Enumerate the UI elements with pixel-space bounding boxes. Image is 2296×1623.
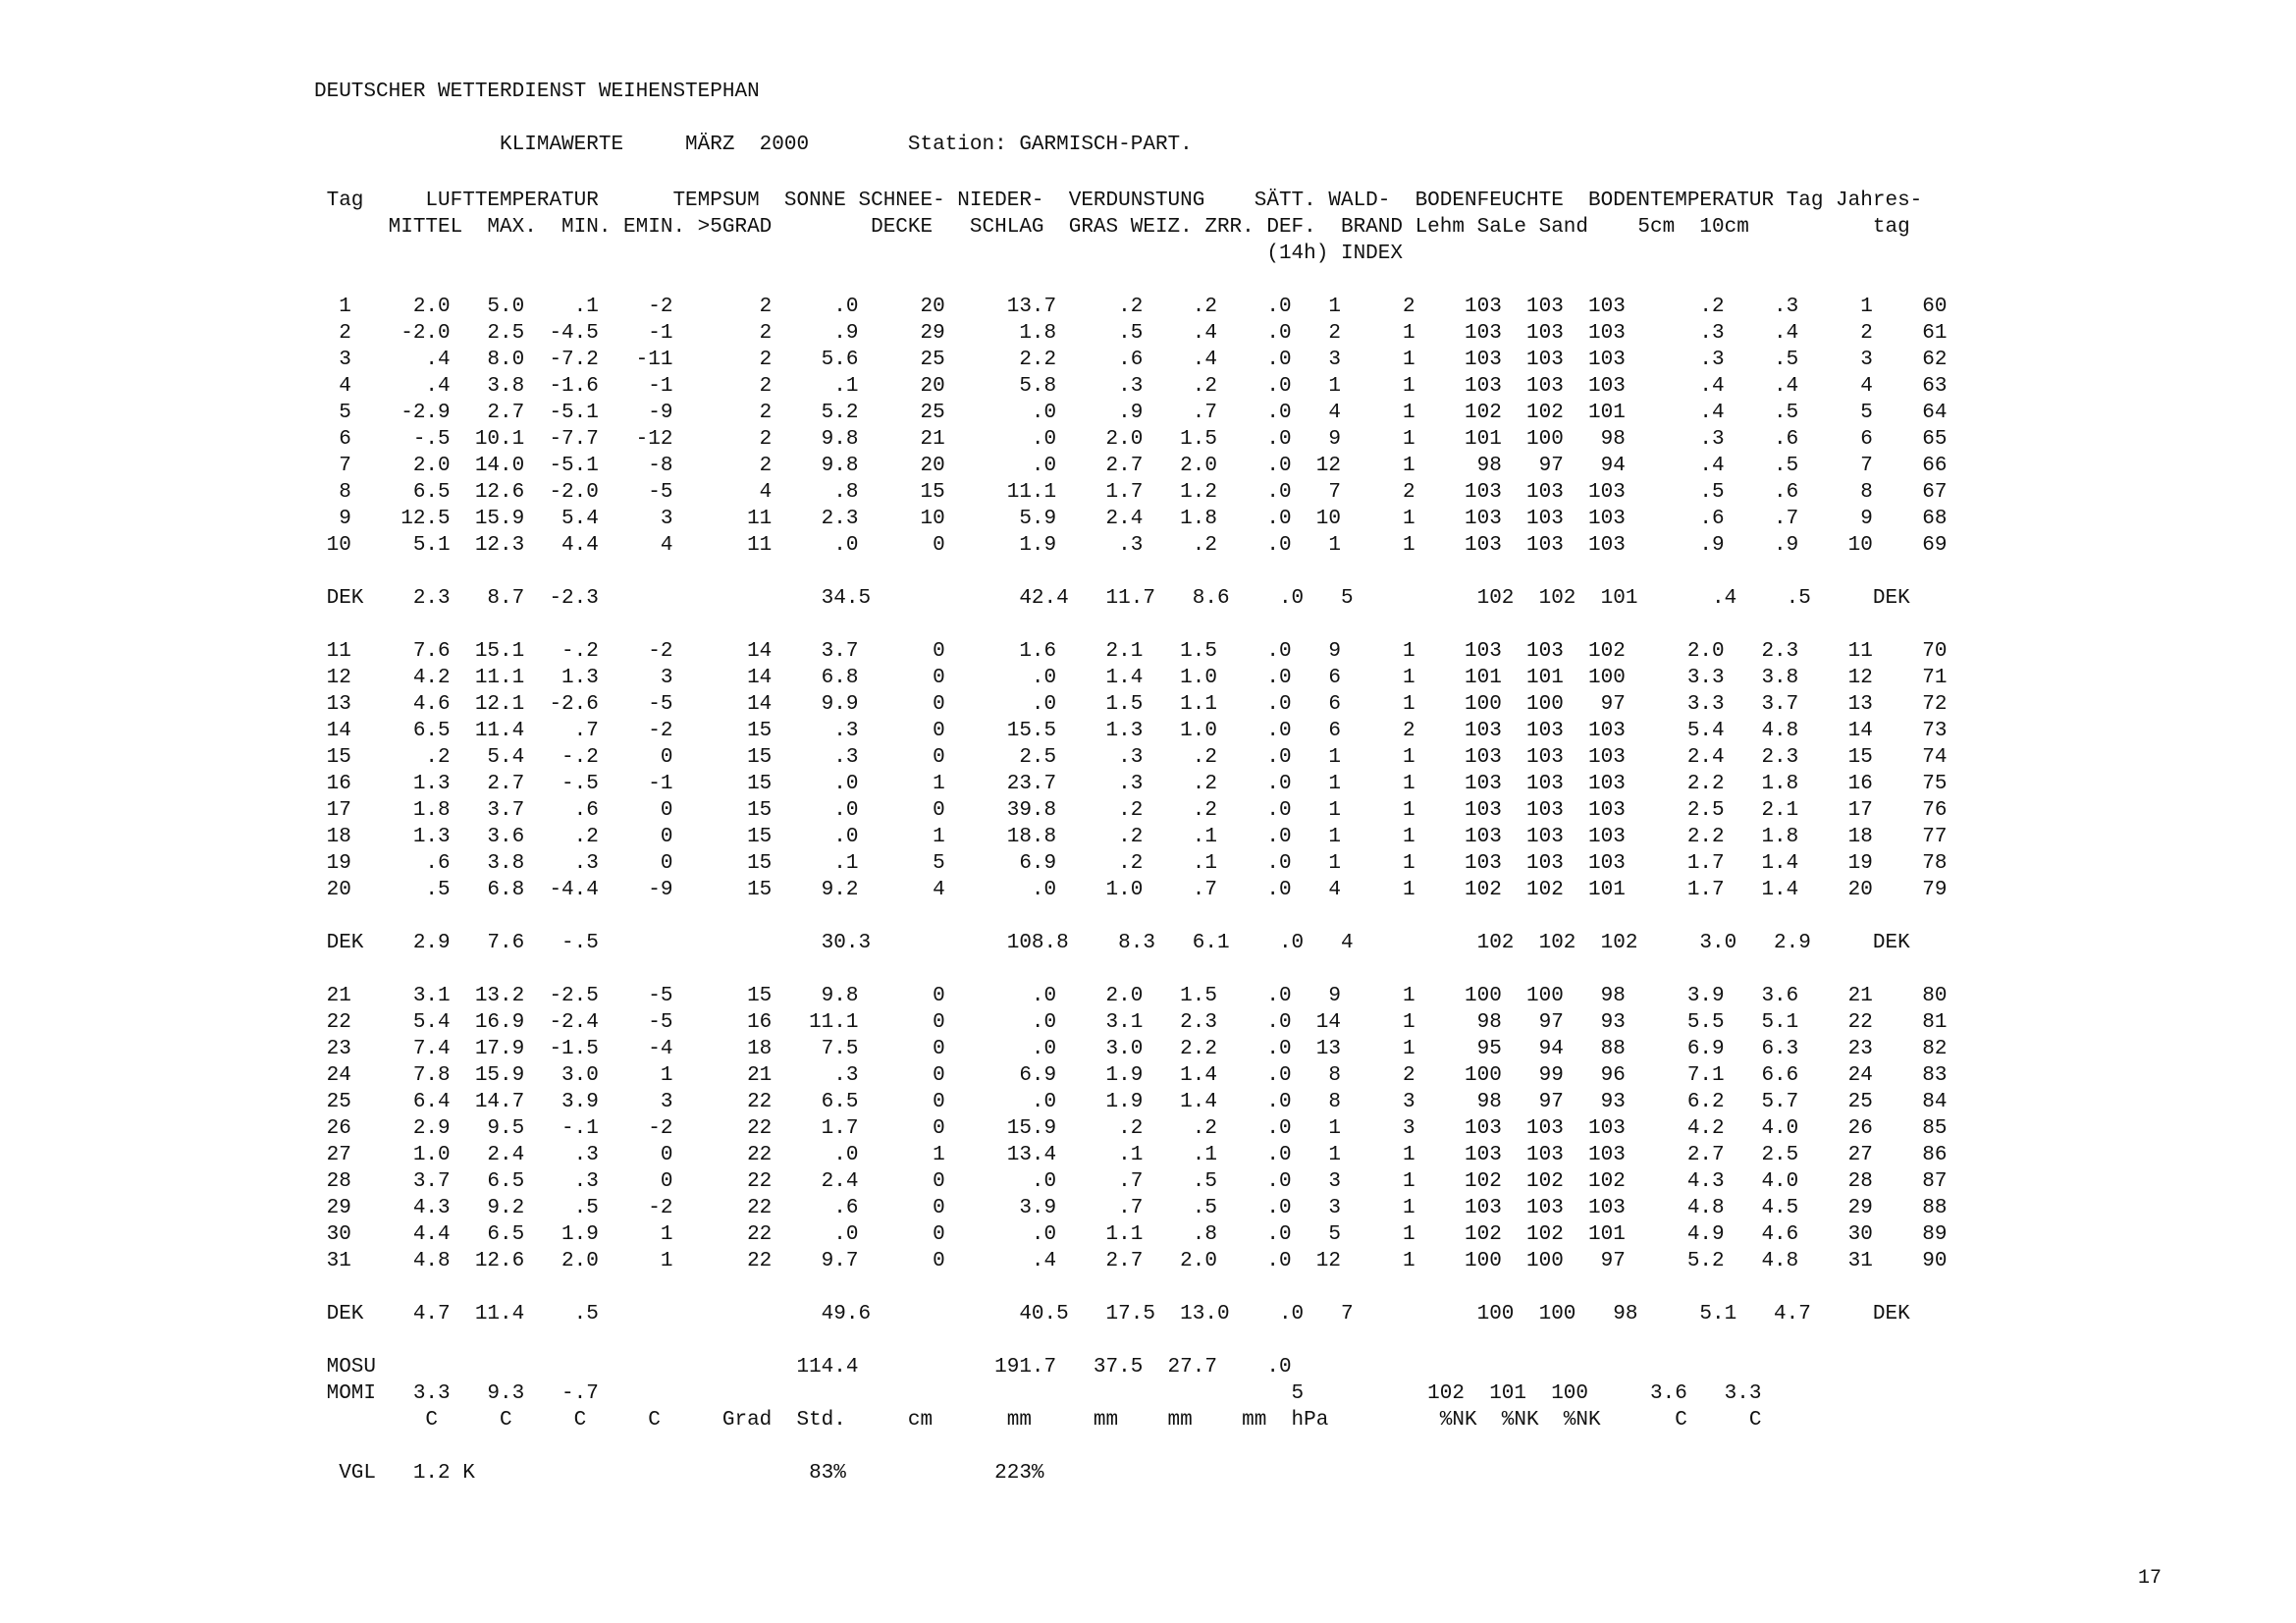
table-row: 26 2.9 9.5 -.1 -2 22 1.7 0 15.9 .2 .2 .0 1 3 103 103 103 4.2 4.0 26 85 <box>314 1117 1948 1140</box>
table-row: 3 .4 8.0 -7.2 -11 2 5.6 25 2.2 .6 .4 .0 3 1 103 103 103 .3 .5 3 62 <box>314 349 1948 371</box>
table-row: 2 -2.0 2.5 -4.5 -1 2 .9 29 1.8 .5 .4 .0 2 1 103 103 103 .3 .4 2 61 <box>314 322 1948 345</box>
table-row: 29 4.3 9.2 .5 -2 22 .6 0 3.9 .7 .5 .0 3 1 103 103 103 4.8 4.5 29 88 <box>314 1197 1948 1219</box>
table-row: 27 1.0 2.4 .3 0 22 .0 1 13.4 .1 .1 .0 1 1 103 103 103 2.7 2.5 27 86 <box>314 1144 1948 1166</box>
table-row: 4 .4 3.8 -1.6 -1 2 .1 20 5.8 .3 .2 .0 1 1 103 103 103 .4 .4 4 63 <box>314 375 1948 398</box>
page-number: 17 <box>2138 1567 2163 1590</box>
table-row: 17 1.8 3.7 .6 0 15 .0 0 39.8 .2 .2 .0 1 1 103 103 103 2.5 2.1 17 76 <box>314 799 1948 822</box>
table-row: DEK 4.7 11.4 .5 49.6 40.5 17.5 13.0 .0 7 100 100 98 5.1 4.7 DEK <box>314 1303 1910 1325</box>
column-header-line-3: (14h) INDEX <box>314 243 1403 265</box>
table-row: 28 3.7 6.5 .3 0 22 2.4 0 .0 .7 .5 .0 3 1 102 102 102 4.3 4.0 28 87 <box>314 1170 1948 1193</box>
table-row: 20 .5 6.8 -4.4 -9 15 9.2 4 .0 1.0 .7 .0 4 1 102 102 101 1.7 1.4 20 79 <box>314 879 1948 901</box>
table-row: 10 5.1 12.3 4.4 4 11 .0 0 1.9 .3 .2 .0 1 1 103 103 103 .9 .9 10 69 <box>314 534 1948 557</box>
table-row: 16 1.3 2.7 -.5 -1 15 .0 1 23.7 .3 .2 .0 1 1 103 103 103 2.2 1.8 16 75 <box>314 773 1948 795</box>
table-row: 22 5.4 16.9 -2.4 -5 16 11.1 0 .0 3.1 2.3 .0 14 1 98 97 93 5.5 5.1 22 81 <box>314 1011 1948 1034</box>
table-row: 31 4.8 12.6 2.0 1 22 9.7 0 .4 2.7 2.0 .0 12 1 100 100 97 5.2 4.8 31 90 <box>314 1250 1948 1272</box>
table-row: 7 2.0 14.0 -5.1 -8 2 9.8 20 .0 2.7 2.0 .0 12 1 98 97 94 .4 .5 7 66 <box>314 455 1948 477</box>
table-row: 23 7.4 17.9 -1.5 -4 18 7.5 0 .0 3.0 2.2 .0 13 1 95 94 88 6.9 6.3 23 82 <box>314 1038 1948 1060</box>
table-row: C C C C Grad Std. cm mm mm mm mm hPa %NK %NK %NK C C <box>314 1409 1762 1432</box>
column-header-line-2: MITTEL MAX. MIN. EMIN. >5GRAD DECKE SCHLAG GRAS WEIZ. ZRR. DEF. BRAND Lehm SaLe Sand 5cm 10cm tag <box>314 216 1910 239</box>
table-row: 18 1.3 3.6 .2 0 15 .0 1 18.8 .2 .1 .0 1 1 103 103 103 2.2 1.8 18 77 <box>314 826 1948 848</box>
table-row: 19 .6 3.8 .3 0 15 .1 5 6.9 .2 .1 .0 1 1 103 103 103 1.7 1.4 19 78 <box>314 852 1948 875</box>
column-header-line-1: Tag LUFTTEMPERATUR TEMPSUM SONNE SCHNEE- NIEDER- VERDUNSTUNG SÄTT. WALD- BODENFEUCHTE BODENTEMPERATUR Tag Jahres- <box>314 189 1923 212</box>
table-row: 8 6.5 12.6 -2.0 -5 4 .8 15 11.1 1.7 1.2 .0 7 2 103 103 103 .5 .6 8 67 <box>314 481 1948 504</box>
table-row: DEK 2.3 8.7 -2.3 34.5 42.4 11.7 8.6 .0 5 102 102 101 .4 .5 DEK <box>314 587 1910 610</box>
table-row: 21 3.1 13.2 -2.5 -5 15 9.8 0 .0 2.0 1.5 .0 9 1 100 100 98 3.9 3.6 21 80 <box>314 985 1948 1007</box>
report-organization: DEUTSCHER WETTERDIENST WEIHENSTEPHAN <box>314 81 760 103</box>
table-row: 11 7.6 15.1 -.2 -2 14 3.7 0 1.6 2.1 1.5 .0 9 1 103 103 102 2.0 2.3 11 70 <box>314 640 1948 663</box>
table-row: 30 4.4 6.5 1.9 1 22 .0 0 .0 1.1 .8 .0 5 1 102 102 101 4.9 4.6 30 89 <box>314 1223 1948 1246</box>
table-row: 6 -.5 10.1 -7.7 -12 2 9.8 21 .0 2.0 1.5 .0 9 1 101 100 98 .3 .6 6 65 <box>314 428 1948 451</box>
table-row: MOMI 3.3 9.3 -.7 5 102 101 100 3.6 3.3 <box>314 1382 1762 1405</box>
table-row: MOSU 114.4 191.7 37.5 27.7 .0 <box>314 1356 1292 1379</box>
table-row: VGL 1.2 K 83% 223% <box>314 1462 1044 1485</box>
table-row: 25 6.4 14.7 3.9 3 22 6.5 0 .0 1.9 1.4 .0 8 3 98 97 93 6.2 5.7 25 84 <box>314 1091 1948 1113</box>
table-row: 9 12.5 15.9 5.4 3 11 2.3 10 5.9 2.4 1.8 .0 10 1 103 103 103 .6 .7 9 68 <box>314 508 1948 530</box>
table-row: DEK 2.9 7.6 -.5 30.3 108.8 8.3 6.1 .0 4 102 102 102 3.0 2.9 DEK <box>314 932 1910 954</box>
table-row: 12 4.2 11.1 1.3 3 14 6.8 0 .0 1.4 1.0 .0 6 1 101 101 100 3.3 3.8 12 71 <box>314 667 1948 689</box>
table-row: 24 7.8 15.9 3.0 1 21 .3 0 6.9 1.9 1.4 .0 8 2 100 99 96 7.1 6.6 24 83 <box>314 1064 1948 1087</box>
table-row: 5 -2.9 2.7 -5.1 -9 2 5.2 25 .0 .9 .7 .0 4 1 102 102 101 .4 .5 5 64 <box>314 402 1948 424</box>
report-subtitle: KLIMAWERTE MÄRZ 2000 Station: GARMISCH-PART. <box>314 134 1193 156</box>
table-row: 13 4.6 12.1 -2.6 -5 14 9.9 0 .0 1.5 1.1 .0 6 1 100 100 97 3.3 3.7 13 72 <box>314 693 1948 716</box>
table-row: 14 6.5 11.4 .7 -2 15 .3 0 15.5 1.3 1.0 .0 6 2 103 103 103 5.4 4.8 14 73 <box>314 720 1948 742</box>
table-row: 1 2.0 5.0 .1 -2 2 .0 20 13.7 .2 .2 .0 1 2 103 103 103 .2 .3 1 60 <box>314 296 1948 318</box>
table-row: 15 .2 5.4 -.2 0 15 .3 0 2.5 .3 .2 .0 1 1 103 103 103 2.4 2.3 15 74 <box>314 746 1948 769</box>
